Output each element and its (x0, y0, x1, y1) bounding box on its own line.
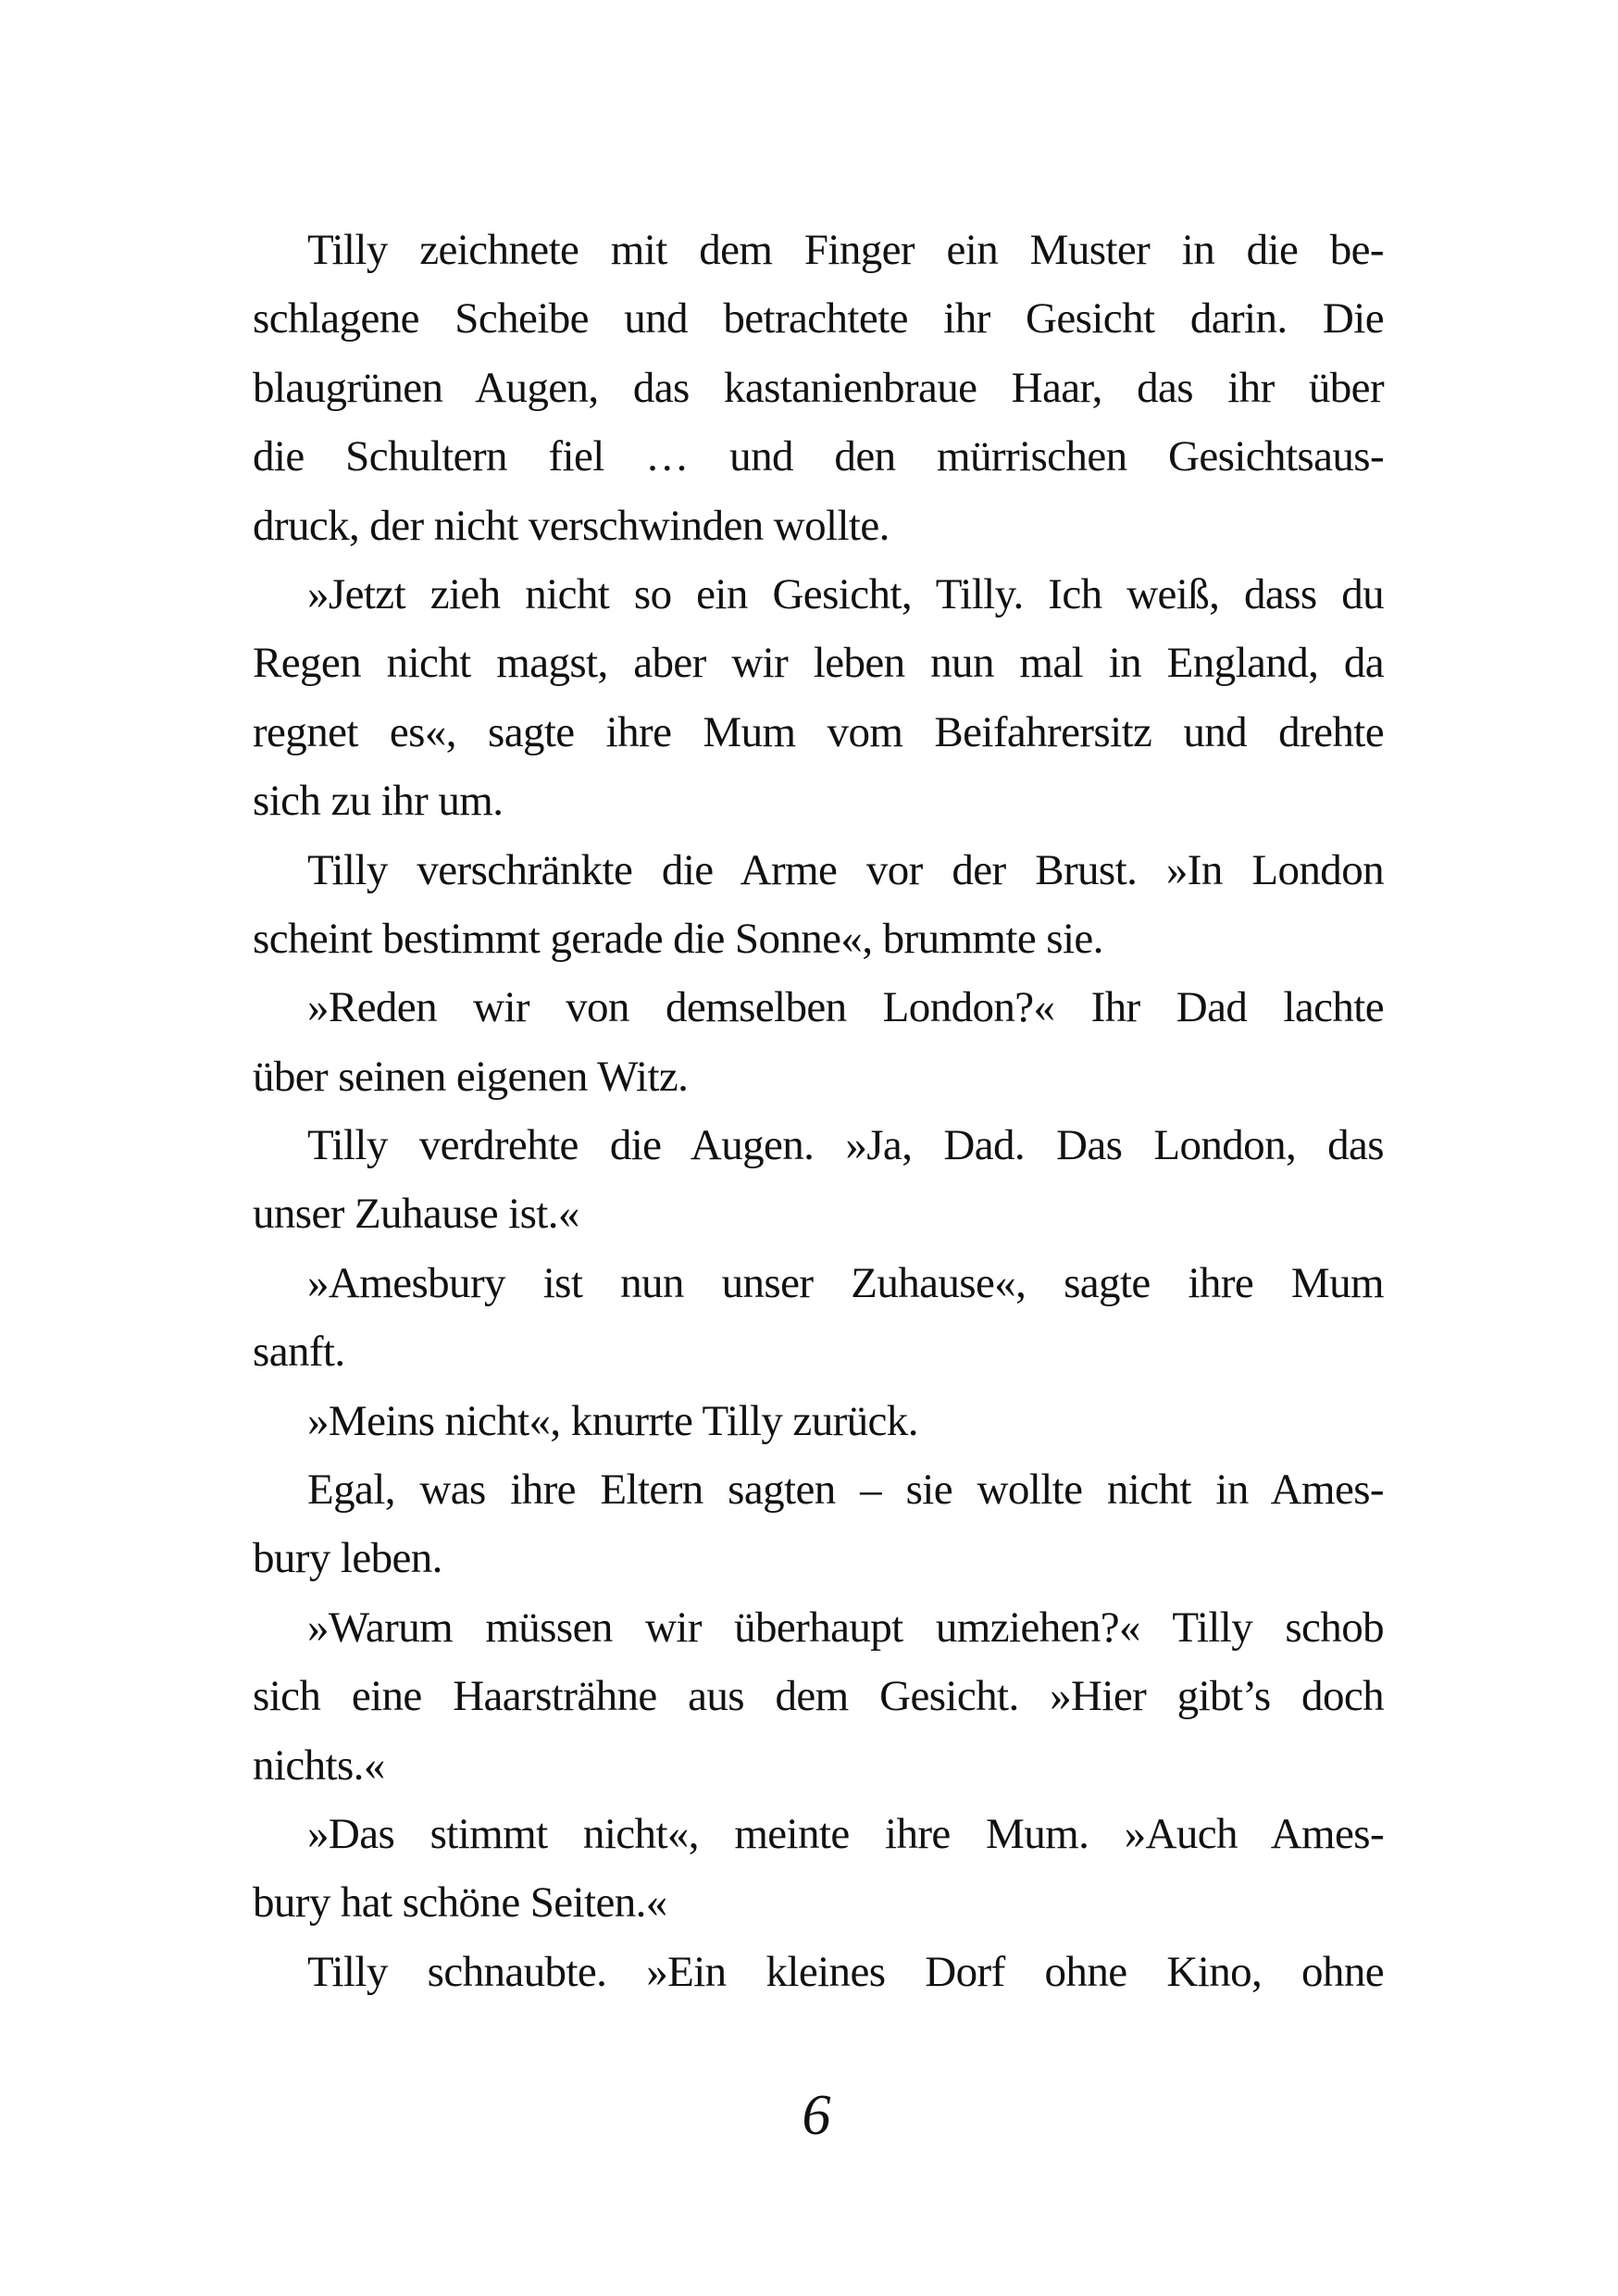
text-line: »Das stimmt nicht«, meinte ihre Mum. »Auch Ames- (307, 1809, 1384, 1858)
text-line: »Reden wir von demselben London?« Ihr Dad lachte (307, 983, 1384, 1032)
text-line: »Amesbury ist nun unser Zuhause«, sagte ihre Mum (307, 1258, 1384, 1307)
text-line: regnet es«, sagte ihre Mum vom Beifahrersitz und drehte (253, 707, 1384, 756)
text-line: Regen nicht magst, aber wir leben nun mal in England, da (253, 639, 1384, 688)
text-line: schlagene Scheibe und betrachtete ihr Gesicht darin. Die (253, 294, 1384, 343)
text-line: die Schultern fiel … und den mürrischen Gesichtsaus- (253, 432, 1384, 481)
text-line: Tilly verschränkte die Arme vor der Brust. »In London (307, 845, 1384, 894)
text-line: Tilly schnaubte. »Ein kleines Dorf ohne Kino, ohne (307, 1947, 1384, 1996)
text-line: »Jetzt zieh nicht so ein Gesicht, Tilly. Ich weiß, dass du (307, 569, 1384, 618)
text-line: »Meins nicht«, knurrte Tilly zurück. (307, 1396, 918, 1445)
text-line: über seinen eigenen Witz. (253, 1052, 689, 1101)
text-line: nichts.« (253, 1741, 385, 1790)
text-line: Tilly verdrehte die Augen. »Ja, Dad. Das London, das (307, 1121, 1384, 1170)
text-line: sich zu ihr um. (253, 777, 504, 826)
text-line: bury hat schöne Seiten.« (253, 1878, 667, 1928)
text-line: unser Zuhause ist.« (253, 1190, 579, 1239)
text-line: »Warum müssen wir überhaupt umziehen?« Tilly schob (307, 1603, 1384, 1652)
body-text (253, 220, 1384, 2011)
text-line: sich eine Haarsträhne aus dem Gesicht. »Hier gibt’s doch (253, 1672, 1384, 1721)
text-line: sanft. (253, 1328, 345, 1377)
text-line: bury leben. (253, 1534, 442, 1583)
text-line: Egal, was ihre Eltern sagten – sie wollte nicht in Ames- (307, 1466, 1384, 1515)
text-line: druck, der nicht verschwinden wollte. (253, 501, 890, 550)
text-line: blaugrünen Augen, das kastanienbraue Haar, das ihr über (253, 363, 1384, 412)
text-line: Tilly zeichnete mit dem Finger ein Muster in die be- (307, 226, 1384, 274)
text-line: scheint bestimmt gerade die Sonne«, brummte sie. (253, 914, 1103, 963)
page-number: 6 (802, 2084, 831, 2147)
